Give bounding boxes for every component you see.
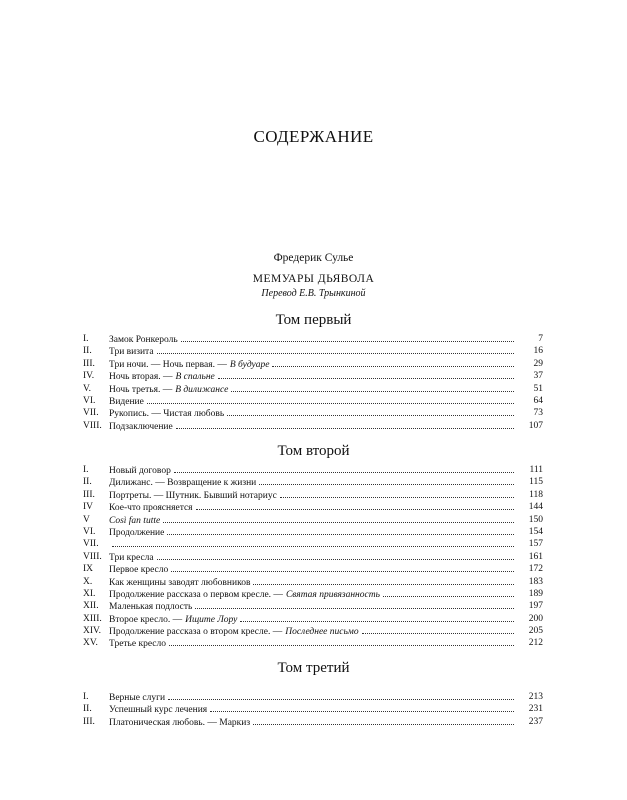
dot-leader (171, 563, 514, 572)
chapter-title-line (109, 501, 517, 514)
chapter-title-line (109, 395, 517, 408)
dot-leader (383, 588, 514, 597)
toc-entry (83, 703, 543, 715)
toc-entry (83, 407, 543, 419)
author-name: Фредерик Сулье (273, 252, 354, 264)
chapter-number: III. (83, 358, 95, 369)
page-number: 150 (528, 514, 543, 525)
chapter-number: V. (83, 383, 92, 394)
toc-list-volume-1 (83, 333, 543, 432)
chapter-number: II. (83, 346, 92, 357)
dot-leader (280, 489, 514, 498)
page-number: 154 (528, 526, 543, 537)
chapter-subtitle: Ищите Лору (185, 614, 238, 625)
chapter-number: VIII. (83, 551, 102, 562)
chapter-subtitle: В дилижансе (175, 384, 229, 395)
chapter-title-line (109, 563, 517, 576)
page-number: 118 (529, 489, 543, 500)
dot-leader (231, 383, 514, 392)
chapter-number: I. (83, 334, 89, 344)
chapter-title: Замок Ронкероль (109, 335, 178, 345)
chapter-title-line (109, 358, 517, 371)
chapter-subtitle: Così fan tutte (109, 515, 161, 526)
dot-leader (195, 600, 514, 609)
chapter-number: XIII. (83, 613, 102, 624)
toc-entry (83, 613, 543, 625)
chapter-title: Подзаключение (109, 421, 173, 432)
chapter-title: Три визита (109, 347, 154, 358)
toc-entry (83, 383, 543, 395)
toc-entry (83, 476, 543, 488)
volume-heading-3: Том третий (277, 660, 350, 676)
page-number: 189 (528, 588, 543, 599)
chapter-number: VIII. (83, 420, 102, 431)
page-number: 111 (529, 465, 543, 475)
dot-leader (147, 395, 514, 404)
toc-entry (83, 526, 543, 538)
chapter-title: Успешный курс лечения (109, 705, 208, 716)
toc-entry (83, 333, 543, 345)
toc-entry (83, 395, 543, 407)
dot-leader (112, 538, 514, 547)
volume-heading-2: Том второй (277, 443, 350, 459)
page-number: 37 (533, 371, 543, 382)
chapter-number: III. (83, 716, 95, 727)
chapter-title-line (109, 514, 517, 527)
chapter-number: I. (83, 692, 89, 702)
page-number: 73 (533, 408, 543, 419)
chapter-title: Маленькая подлость (109, 602, 193, 613)
chapter-title: Платоническая любовь. — Маркиз (109, 717, 251, 728)
chapter-title: Третье кресло (109, 639, 167, 650)
page-number: 115 (529, 477, 543, 488)
chapter-title: Новый договор (109, 466, 171, 476)
page-number: 212 (528, 638, 543, 649)
chapter-number: XIV. (83, 626, 102, 637)
chapter-title: Портреты. — Шутник. Бывший нотариус (109, 490, 277, 501)
chapter-subtitle: В спальне (175, 372, 215, 383)
page-number: 7 (538, 334, 543, 344)
page-number: 172 (528, 564, 543, 575)
chapter-number: III. (83, 489, 95, 500)
page-number: 183 (528, 576, 543, 587)
page-number: 64 (533, 395, 543, 406)
dot-leader (157, 551, 514, 560)
chapter-title-line (109, 407, 517, 420)
dot-leader (181, 333, 514, 342)
dot-leader (227, 407, 514, 416)
toc-entry (83, 625, 543, 637)
chapter-number: VI. (83, 526, 96, 537)
chapter-title: Второе кресло. — (109, 614, 183, 625)
dot-leader (163, 514, 514, 523)
toc-entry (83, 576, 543, 588)
toc-list-volume-3 (83, 691, 543, 728)
chapter-title-line (109, 370, 517, 383)
page-title: СОДЕРЖАНИЕ (253, 127, 374, 146)
chapter-title-line (109, 576, 517, 589)
page-number: 205 (528, 626, 543, 637)
dot-leader (253, 576, 514, 585)
dot-leader (167, 526, 514, 535)
chapter-title: Продолжение (109, 527, 165, 538)
chapter-title: Ночь вторая. — (109, 372, 173, 383)
chapter-number: I. (83, 465, 89, 475)
chapter-title-line (109, 333, 517, 346)
page-number: 200 (528, 613, 543, 624)
page-number: 157 (528, 539, 543, 550)
chapter-title-line (109, 588, 517, 601)
chapter-title-line (109, 703, 517, 716)
dot-leader (218, 370, 514, 379)
toc-entry (83, 716, 543, 728)
chapter-title-line (109, 600, 517, 613)
chapter-number: VI. (83, 395, 96, 406)
page-number: 29 (533, 358, 543, 369)
page-number: 161 (528, 551, 543, 562)
page-number: 231 (528, 704, 543, 715)
chapter-title-line (109, 538, 517, 547)
chapter-title-line (109, 613, 517, 626)
chapter-number: X. (83, 576, 93, 587)
chapter-title: Три ночи. — Ночь первая. — (109, 359, 227, 370)
chapter-title: Как женщины заводят любовников (109, 577, 251, 588)
dot-leader (240, 613, 514, 622)
chapter-title: Рукопись. — Чистая любовь (109, 409, 225, 420)
chapter-title-line (109, 383, 517, 396)
toc-entry (83, 464, 543, 476)
chapter-title-line (109, 637, 517, 650)
chapter-number: IX (83, 564, 94, 575)
chapter-title-line (109, 420, 517, 433)
dot-leader (157, 345, 514, 354)
chapter-title-line (109, 551, 517, 564)
dot-leader (362, 625, 514, 634)
chapter-number: XI. (83, 588, 96, 599)
toc-entry (83, 637, 543, 649)
toc-entry (83, 691, 543, 703)
chapter-title: Кое-что проясняется (109, 503, 193, 514)
chapter-number: VII. (83, 539, 99, 550)
page-number: 213 (528, 692, 543, 702)
page-number: 237 (528, 716, 543, 727)
toc-entry (83, 600, 543, 612)
page-number: 107 (528, 420, 543, 431)
chapter-title: Первое кресло (109, 565, 169, 576)
toc-entry (83, 345, 543, 357)
chapter-title: Три кресла (109, 552, 154, 563)
chapter-number: IV. (83, 371, 95, 382)
chapter-number: VII. (83, 408, 99, 419)
chapter-title-line (109, 691, 517, 704)
dot-leader (210, 703, 514, 712)
chapter-title-line (109, 476, 517, 489)
toc-entry (83, 514, 543, 526)
chapter-title: Верные слуги (109, 693, 166, 703)
dot-leader (174, 464, 514, 473)
toc-entry (83, 501, 543, 513)
chapter-number: XII. (83, 601, 99, 612)
chapter-title-line (109, 625, 517, 638)
toc-list-volume-2 (83, 464, 543, 650)
chapter-subtitle: Святая привязанность (285, 589, 380, 600)
toc-entry (83, 563, 543, 575)
volume-heading-1: Том первый (275, 312, 352, 328)
dot-leader (253, 716, 514, 725)
dot-leader (176, 420, 514, 429)
page-number: 16 (533, 346, 543, 357)
dot-leader (168, 691, 514, 700)
chapter-title-line (109, 526, 517, 539)
chapter-title-line (109, 716, 517, 729)
page-number: 197 (528, 601, 543, 612)
dot-leader (169, 637, 514, 646)
page-number: 144 (528, 502, 543, 513)
chapter-title-line (109, 345, 517, 358)
chapter-title: Дилижанс. — Возвращение к жизни (109, 478, 257, 489)
dot-leader (272, 358, 514, 367)
chapter-title: Продолжение рассказа о первом кресле. — (109, 589, 283, 600)
toc-entry (83, 489, 543, 501)
chapter-number: II. (83, 704, 92, 715)
toc-entry (83, 420, 543, 432)
chapter-title: Ночь третья. — (109, 384, 173, 395)
chapter-subtitle: Последнее письмо (285, 627, 359, 638)
chapter-title-line (109, 464, 517, 477)
book-title: МЕМУАРЫ ДЬЯВОЛА (252, 273, 375, 285)
dot-leader (196, 501, 514, 510)
toc-entry (83, 588, 543, 600)
page-number: 51 (533, 383, 543, 394)
toc-entry (83, 538, 543, 550)
chapter-number: IV (83, 502, 94, 513)
chapter-title-line (109, 489, 517, 502)
translator-credit: Перевод Е.В. Трынкиной (261, 288, 366, 299)
chapter-title: Видение (109, 396, 144, 407)
toc-entry (83, 370, 543, 382)
chapter-number: II. (83, 477, 92, 488)
chapter-title: Продолжение рассказа о втором кресле. — (109, 627, 283, 638)
toc-entry (83, 358, 543, 370)
chapter-number: XV. (83, 638, 98, 649)
chapter-number: V (83, 514, 90, 525)
dot-leader (259, 476, 514, 485)
chapter-subtitle: В будуаре (229, 359, 270, 370)
toc-entry (83, 551, 543, 563)
